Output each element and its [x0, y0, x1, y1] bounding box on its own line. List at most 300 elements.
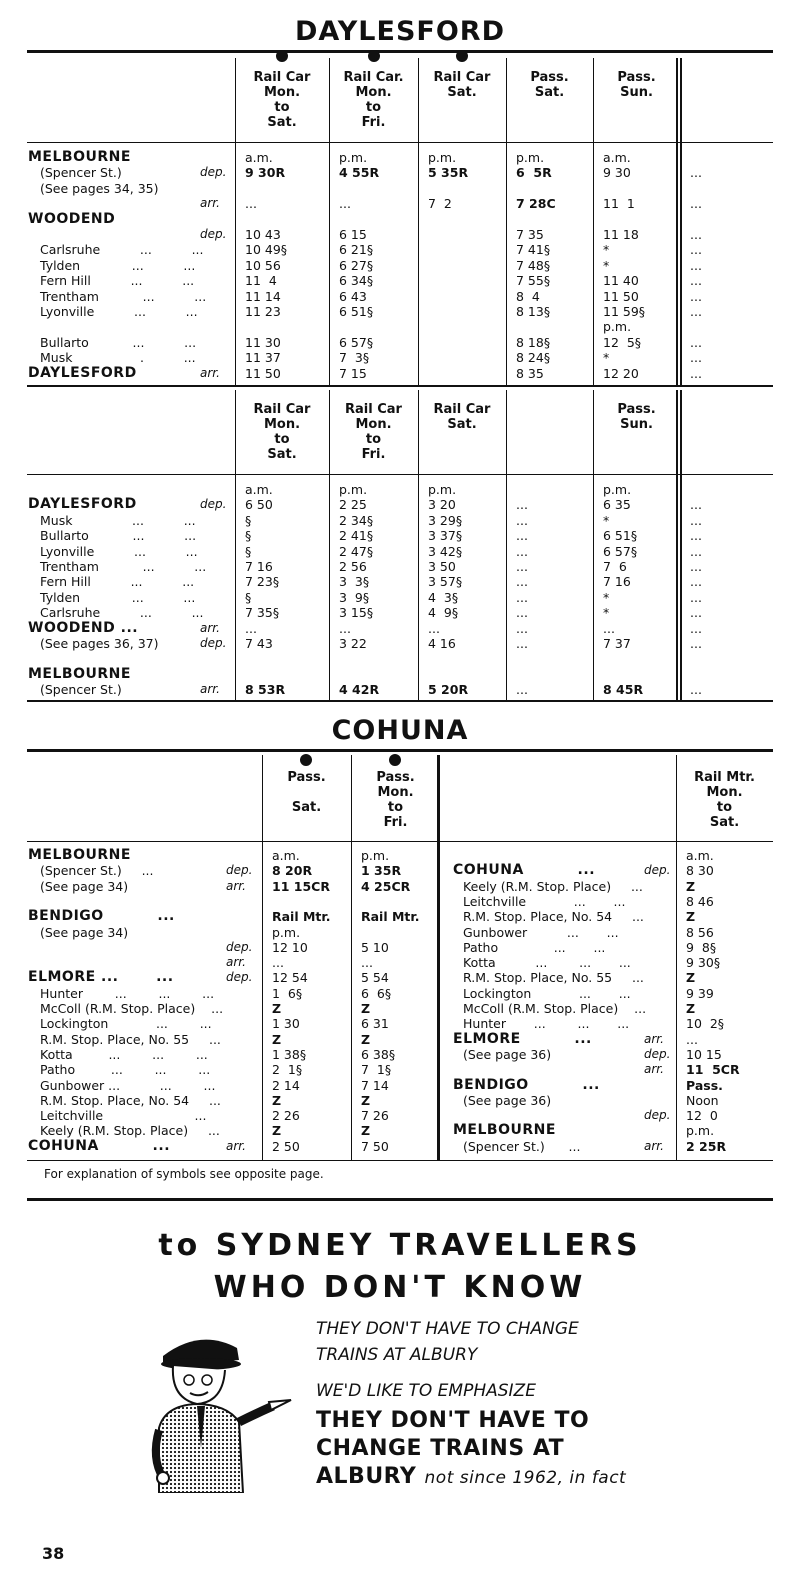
station-name: WOODEND ... — [28, 619, 139, 636]
time-cell: 2 1§ — [272, 1062, 303, 1078]
time-cell: 6 5R — [516, 165, 552, 181]
time-cell: 6 15 — [339, 227, 367, 242]
time-cell: ... — [690, 605, 702, 621]
station-name: (See pages 36, 37) — [40, 636, 159, 651]
station-name: MELBOURNE — [453, 1122, 556, 1139]
time-cell: 6 34§ — [339, 273, 374, 289]
time-cell: ... — [361, 955, 373, 971]
column-header: Rail Car — [253, 402, 311, 417]
time-cell: 8 20R — [272, 863, 313, 879]
ad-tail: not since 1962, in fact — [424, 1468, 627, 1488]
station-name: Patho ... ... — [463, 939, 606, 955]
time-cell: 2 34§ — [339, 512, 374, 528]
ad-italic-1: THEY DON'T HAVE TO CHANGE — [316, 1319, 579, 1339]
arr-dep-label: arr. — [200, 682, 220, 697]
station-name: MELBOURNE — [28, 149, 131, 165]
ad-headline-1: to SYDNEY TRAVELLERS — [158, 1228, 642, 1263]
time-cell: 8 56 — [686, 924, 714, 940]
station-name: ELMORE ... — [453, 1030, 592, 1047]
station-name: R.M. Stop. Place, No. 55 ... — [40, 1031, 221, 1047]
station-name: (See page 36) — [463, 1092, 552, 1108]
column-header: Pass. — [617, 70, 656, 85]
time-cell: * — [603, 605, 610, 621]
column-header: Mon. — [355, 85, 392, 100]
footnote: For explanation of symbols see opposite page. — [44, 1167, 324, 1181]
station-name: (See page 34) — [40, 924, 129, 940]
time-cell: ... — [690, 528, 702, 544]
time-cell: 10 43 — [245, 227, 281, 242]
time-cell: Rail Mtr. — [272, 909, 331, 925]
time-cell: 3 37§ — [428, 528, 463, 544]
time-cell: ... — [690, 636, 702, 651]
arr-dep-label: dep. — [226, 939, 253, 954]
time-cell: 3 3§ — [339, 574, 370, 590]
time-cell: ... — [690, 512, 702, 528]
time-cell: 6 38§ — [361, 1046, 396, 1062]
time-cell: ... — [686, 1031, 698, 1047]
time-cell: Z — [361, 1031, 371, 1047]
column-header: Rail Car — [433, 402, 491, 417]
station-name: Leitchville ... ... — [463, 893, 626, 909]
time-cell: 12 0 — [686, 1108, 718, 1124]
time-cell: Z — [361, 1123, 371, 1139]
daily-service-dot-icon — [368, 50, 380, 62]
station-name: DAYLESFORD — [28, 496, 137, 513]
time-cell: 11 14 — [245, 288, 281, 304]
column-header: Rail Car. — [343, 70, 404, 85]
time-cell: ... — [690, 497, 702, 513]
column-header: Fri. — [361, 447, 386, 462]
time-cell: ... — [516, 589, 528, 605]
time-cell: 1 38§ — [272, 1046, 307, 1062]
time-cell: Z — [272, 1001, 282, 1016]
station-name: (See page 36) — [463, 1046, 552, 1062]
column-header: to — [365, 432, 382, 447]
time-cell: ... — [690, 620, 702, 636]
time-cell: a.m. — [272, 848, 300, 863]
column-header: Mon. — [263, 417, 301, 432]
time-cell: 8 46 — [686, 893, 714, 909]
time-cell: 7 26 — [361, 1108, 389, 1124]
arr-dep-label: dep. — [644, 1108, 671, 1123]
time-cell: § — [245, 589, 252, 605]
time-cell: 7 43 — [245, 636, 273, 651]
time-cell: ... — [428, 620, 440, 636]
arr-dep-label: arr. — [200, 196, 220, 211]
time-cell: 11 18 — [603, 227, 639, 242]
time-cell: Z — [361, 1001, 371, 1016]
time-cell: p.m. — [272, 924, 301, 940]
column-header: Rail Car — [345, 402, 402, 417]
station-name: ELMORE ... ... — [28, 969, 174, 986]
station-name: (See page 34) — [40, 878, 129, 894]
arr-dep-label: arr. — [226, 878, 246, 893]
time-cell: 3 29§ — [428, 512, 463, 528]
station-name: Lockington ... ... — [40, 1016, 212, 1032]
station-name: R.M. Stop. Place, No. 55 ... — [463, 970, 644, 986]
time-cell: p.m. — [603, 482, 632, 497]
time-cell: ... — [690, 574, 702, 590]
time-cell: ... — [690, 242, 702, 258]
time-cell: 6 21§ — [339, 242, 374, 258]
time-cell: p.m. — [516, 150, 545, 165]
header-rule — [27, 142, 773, 143]
time-cell: * — [603, 350, 610, 366]
time-cell: 7 37 — [603, 636, 631, 651]
station-name: Musk ... ... — [40, 512, 196, 528]
time-cell: 6 43 — [339, 288, 367, 304]
time-cell: ... — [516, 636, 528, 651]
time-cell: 12 10 — [272, 939, 308, 955]
time-cell: ... — [245, 196, 257, 212]
column-divider-heavy — [676, 58, 678, 385]
station-name: Gunbower ... ... ... — [40, 1077, 216, 1093]
cohuna-foot-rule — [27, 1160, 773, 1161]
time-cell: § — [245, 528, 252, 544]
time-cell: 3 20 — [428, 497, 456, 513]
time-cell: 2 47§ — [339, 543, 374, 559]
time-cell: 7 55§ — [516, 273, 551, 289]
time-cell: 9 30 — [603, 165, 631, 181]
time-cell: 8 24§ — [516, 350, 551, 366]
page-number: 38 — [42, 1544, 65, 1563]
time-cell: 7 15 — [339, 365, 367, 381]
time-cell: 7 16 — [245, 559, 273, 574]
column-divider — [680, 58, 682, 385]
station-name: R.M. Stop. Place, No. 54 ... — [463, 909, 644, 925]
time-cell: 9 8§ — [686, 939, 717, 955]
time-cell: 7 48§ — [516, 257, 551, 273]
time-cell: Z — [272, 1123, 282, 1139]
station-name: MELBOURNE — [28, 847, 131, 863]
station-name: Leitchville ... — [40, 1108, 207, 1124]
time-cell: 2 41§ — [339, 528, 374, 544]
time-cell: § — [245, 512, 252, 528]
time-cell: ... — [245, 620, 257, 636]
time-cell: 10 2§ — [686, 1016, 725, 1032]
time-cell: Noon — [686, 1092, 719, 1108]
time-cell: 8 13§ — [516, 304, 551, 319]
column-header: Mon. — [263, 85, 301, 100]
station-name: Musk . ... — [40, 350, 196, 366]
time-cell: Z — [361, 1092, 371, 1108]
column-header: to — [274, 432, 290, 447]
time-cell: 11 30 — [245, 334, 281, 350]
time-cell: p.m. — [603, 319, 632, 335]
time-cell: 2 25 — [339, 497, 367, 513]
station-name: McColl (R.M. Stop. Place) ... — [40, 1001, 224, 1016]
time-cell: ... — [690, 543, 702, 559]
time-cell: p.m. — [428, 150, 457, 165]
time-cell: ... — [690, 350, 702, 366]
time-cell: 5 10 — [361, 939, 389, 955]
time-cell: 9 30R — [245, 165, 286, 181]
time-cell: Rail Mtr. — [361, 909, 420, 925]
time-cell: 8 53R — [245, 682, 286, 698]
time-cell: 3 15§ — [339, 605, 374, 621]
time-cell: § — [245, 543, 252, 559]
time-cell: ... — [603, 620, 615, 636]
time-cell: 2 56 — [339, 559, 367, 574]
station-name: Fern Hill ... ... — [40, 273, 195, 289]
station-name: WOODEND — [28, 210, 116, 227]
column-header: Sat. — [267, 115, 297, 130]
daylesford-mid-rule — [27, 385, 773, 387]
station-name: BENDIGO ... — [28, 908, 175, 925]
time-cell: 11 59§ — [603, 304, 646, 319]
station-name: Carlsruhe ... ... — [40, 242, 204, 258]
time-cell: 7 35§ — [245, 605, 280, 621]
column-header: Fri. — [361, 115, 386, 130]
time-cell: ... — [339, 620, 351, 636]
time-cell: Z — [686, 970, 696, 986]
station-name: R.M. Stop. Place, No. 54 ... — [40, 1092, 221, 1108]
column-header: Pass. — [617, 402, 656, 417]
time-cell: ... — [690, 559, 702, 574]
time-cell: 5 35R — [428, 165, 469, 181]
time-cell: ... — [516, 605, 528, 621]
time-cell: 7 23§ — [245, 574, 280, 590]
time-cell: a.m. — [686, 848, 714, 863]
time-cell: 6 35 — [603, 497, 631, 513]
time-cell: 1 30 — [272, 1016, 300, 1032]
station-name: Gunbower ... ... — [463, 924, 619, 940]
time-cell: 3 22 — [339, 636, 367, 651]
time-cell: ... — [690, 288, 702, 304]
time-cell: 3 42§ — [428, 543, 463, 559]
ad-top-rule — [27, 1198, 773, 1201]
time-cell: 11 37 — [245, 350, 281, 366]
time-cell: 7 2 — [428, 196, 452, 212]
time-cell: 5 20R — [428, 682, 469, 698]
time-cell: ... — [516, 497, 528, 513]
station-name: Trentham ... ... — [40, 559, 207, 574]
time-cell: 4 42R — [339, 682, 380, 698]
time-cell: 11 50 — [603, 288, 639, 304]
station-name: COHUNA ... — [28, 1137, 171, 1154]
time-cell: ... — [690, 334, 702, 350]
station-name: Keely (R.M. Stop. Place) ... — [463, 878, 643, 894]
ad-bold-3: ALBURY not since 1962, in fact — [316, 1464, 627, 1489]
time-cell: 4 9§ — [428, 605, 459, 621]
column-divider-heavy — [676, 390, 678, 700]
column-divider — [418, 390, 419, 700]
ad-italic-3: WE'D LIKE TO EMPHASIZE — [316, 1381, 536, 1401]
time-cell: 6 57§ — [603, 543, 638, 559]
time-cell: p.m. — [339, 482, 368, 497]
time-cell: 11 50 — [245, 365, 281, 381]
time-cell: Z — [686, 1001, 696, 1016]
time-cell: ... — [516, 682, 528, 698]
time-cell: * — [603, 242, 610, 258]
time-cell: 7 16 — [603, 574, 631, 590]
arr-dep-label: arr. — [644, 1138, 664, 1153]
time-cell: ... — [516, 620, 528, 636]
time-cell: ... — [516, 528, 528, 544]
time-cell: 7 50 — [361, 1138, 389, 1154]
time-cell: * — [603, 589, 610, 605]
time-cell: ... — [690, 257, 702, 273]
time-cell: * — [603, 257, 610, 273]
daily-service-dot-icon — [300, 754, 312, 766]
station-name: COHUNA ... — [453, 862, 596, 879]
time-cell: a.m. — [245, 482, 273, 497]
station-name: Bullarto ... ... — [40, 528, 197, 544]
conductor-illustration — [145, 1318, 295, 1493]
time-cell: 7 28C — [516, 196, 556, 212]
time-cell: ... — [690, 227, 702, 242]
time-cell: 2 14 — [272, 1077, 300, 1093]
time-cell: p.m. — [339, 150, 368, 165]
time-cell: ... — [272, 955, 284, 971]
column-header: Rail Car — [253, 70, 311, 85]
time-cell: 1 6§ — [272, 985, 303, 1001]
station-name: Hunter ... ... ... — [463, 1016, 630, 1032]
station-name: Hunter ... ... ... — [40, 985, 215, 1001]
column-header: Sat. — [447, 85, 477, 100]
arr-dep-label: arr. — [226, 1138, 246, 1153]
ad-bold-1: THEY DON'T HAVE TO — [316, 1408, 590, 1433]
column-divider — [506, 390, 507, 700]
column-header: to — [716, 800, 733, 815]
time-cell: 2 26 — [272, 1108, 300, 1124]
time-cell: 4 16 — [428, 636, 456, 651]
time-cell: Z — [272, 1031, 282, 1047]
time-cell: 7 3§ — [339, 350, 370, 366]
station-name: MELBOURNE — [28, 665, 131, 682]
time-cell: 3 50 — [428, 559, 456, 574]
time-cell: a.m. — [245, 150, 273, 165]
time-cell: 11 15CR — [272, 878, 330, 894]
arr-dep-label: dep. — [644, 1046, 671, 1061]
arr-dep-label: arr. — [644, 1031, 664, 1046]
station-name: Tylden ... ... — [40, 257, 196, 273]
column-header: Rail Mtr. — [694, 770, 755, 785]
arr-dep-label: arr. — [200, 365, 220, 380]
time-cell: ... — [690, 273, 702, 289]
time-cell: ... — [690, 304, 702, 319]
column-header: to — [387, 800, 404, 815]
time-cell: 7 14 — [361, 1077, 389, 1093]
time-cell: 11 23 — [245, 304, 281, 319]
column-header: Sat. — [447, 417, 477, 432]
time-cell: 6 51§ — [603, 528, 638, 544]
time-cell: ... — [690, 196, 702, 212]
time-cell: 4 55R — [339, 165, 380, 181]
column-header: Mon. — [706, 785, 743, 800]
time-cell: 10 56 — [245, 257, 281, 273]
time-cell: 11 1 — [603, 196, 635, 212]
time-cell: 7 41§ — [516, 242, 551, 258]
time-cell: 6 6§ — [361, 985, 392, 1001]
time-cell: ... — [339, 196, 351, 212]
time-cell: a.m. — [603, 150, 631, 165]
station-name: (Spencer St.) ... — [463, 1138, 581, 1154]
station-name: Fern Hill ... ... — [40, 574, 195, 590]
time-cell: ... — [516, 512, 528, 528]
column-header: Sat. — [534, 85, 565, 100]
column-header: Sun. — [620, 85, 653, 100]
column-header: Sat. — [291, 800, 322, 815]
arr-dep-label: dep. — [200, 165, 227, 180]
arr-dep-label: dep. — [644, 863, 671, 878]
time-cell: 6 27§ — [339, 257, 374, 273]
daylesford-top-rule — [27, 50, 773, 53]
time-cell: 12 5§ — [603, 334, 642, 350]
arr-dep-label: arr. — [226, 955, 246, 970]
daily-service-dot-icon — [456, 50, 468, 62]
station-name: (Spencer St.) — [40, 165, 122, 181]
time-cell: 11 5CR — [686, 1062, 740, 1078]
time-cell: 8 30 — [686, 863, 714, 879]
time-cell: 11 4 — [245, 273, 277, 289]
time-cell: 4 25CR — [361, 878, 411, 894]
time-cell: ... — [516, 559, 528, 574]
column-header: Pass. — [287, 770, 326, 785]
arr-dep-label: dep. — [226, 970, 253, 985]
column-header: Fri. — [383, 815, 408, 830]
time-cell: 7 1§ — [361, 1062, 392, 1078]
column-header: Rail Car — [433, 70, 491, 85]
time-cell: Z — [686, 909, 696, 925]
column-header: Sat. — [267, 447, 297, 462]
daylesford-title: DAYLESFORD — [295, 16, 505, 47]
station-name: Lyonville ... ... — [40, 304, 198, 319]
arr-dep-label: arr. — [644, 1062, 664, 1077]
column-header: Mon. — [355, 417, 392, 432]
station-name: DAYLESFORD — [28, 364, 137, 381]
time-cell: 6 31 — [361, 1016, 389, 1032]
station-name: Lockington ... ... — [463, 985, 631, 1001]
time-cell: 7 6 — [603, 559, 627, 574]
time-cell: ... — [690, 165, 702, 181]
station-name: Trentham ... ... — [40, 288, 207, 304]
time-cell: p.m. — [361, 848, 390, 863]
time-cell: Pass. — [686, 1077, 723, 1093]
column-header: Pass. — [376, 770, 415, 785]
arr-dep-label: dep. — [200, 497, 227, 512]
time-cell: p.m. — [686, 1123, 715, 1139]
station-name: Tylden ... ... — [40, 589, 196, 605]
station-name: Keely (R.M. Stop. Place) ... — [40, 1123, 220, 1139]
header-rule — [27, 474, 773, 475]
ad-headline-2: WHO DON'T KNOW — [213, 1270, 587, 1305]
time-cell: * — [603, 512, 610, 528]
station-name: Kotta ... ... ... — [463, 955, 631, 971]
column-header: to — [274, 100, 290, 115]
time-cell: 6 57§ — [339, 334, 374, 350]
station-name: Patho ... ... ... — [40, 1062, 211, 1078]
ad-bold-2: CHANGE TRAINS AT — [316, 1436, 565, 1461]
column-divider — [418, 58, 419, 385]
station-name: (Spencer St.) — [40, 682, 122, 698]
time-cell: 2 25R — [686, 1138, 727, 1154]
time-cell: ... — [690, 365, 702, 381]
time-cell: Z — [686, 878, 696, 894]
time-cell: 12 54 — [272, 970, 308, 986]
station-name: (Spencer St.) ... — [40, 863, 154, 879]
time-cell: ... — [690, 589, 702, 605]
column-header: Mon. — [377, 785, 414, 800]
column-divider — [593, 58, 594, 385]
time-cell: 6 51§ — [339, 304, 374, 319]
column-header: Sat. — [709, 815, 740, 830]
column-header: to — [365, 100, 382, 115]
time-cell: 4 3§ — [428, 589, 459, 605]
arr-dep-label: dep. — [200, 227, 227, 241]
time-cell: 8 45R — [603, 682, 644, 698]
arr-dep-label: dep. — [200, 636, 227, 650]
